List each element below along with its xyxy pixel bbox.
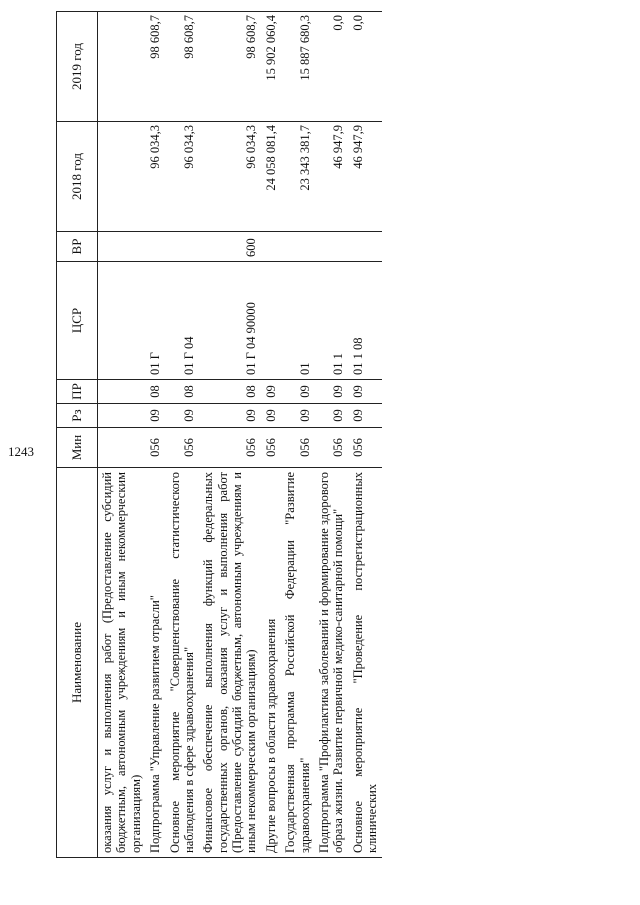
- row-pr: 08: [166, 380, 200, 404]
- col-header-vr: ВР: [57, 232, 98, 262]
- col-header-name: Наименование: [57, 468, 98, 858]
- row-min: 056: [199, 428, 262, 468]
- row-name: Государственная программа Российской Федерации "Развитие здравоохранения": [281, 468, 315, 858]
- row-vr: [315, 232, 349, 262]
- row-name: Финансовое обеспечение выполнения функций федеральных государственных органов, оказания услуг и выполнения работ (Предоставление субсидий бюджетным, автономным учреждениям и иным некоммерческим организациям): [199, 468, 262, 858]
- budget-table-rotated: [56, 12, 604, 858]
- row-pr: [98, 380, 147, 404]
- row-rz: 09: [262, 404, 281, 428]
- row-rz: 09: [349, 404, 383, 428]
- row-pr: 09: [281, 380, 315, 404]
- row-name: Подпрограмма "Профилактика заболеваний и формирование здорового образа жизни. Развитие первичной медико-санитарной помощи": [315, 468, 349, 858]
- row-pr: 09: [349, 380, 383, 404]
- row-2018: [98, 122, 147, 232]
- row-name: Основное мероприятие "Проведение пострегистрационных клинических: [349, 468, 383, 858]
- table-row: [166, 12, 200, 858]
- table-row: [262, 12, 281, 858]
- row-name: оказания услуг и выполнения работ (Предоставление субсидий бюджетным, автономным учреждениям и иным некоммерческим организациям): [98, 468, 147, 858]
- col-header-min: Мин: [57, 428, 98, 468]
- row-vr: [349, 232, 383, 262]
- col-header-csr: ЦСР: [57, 262, 98, 380]
- row-2018: 96 034,3: [146, 122, 165, 232]
- row-rz: [98, 404, 147, 428]
- row-min: [98, 428, 147, 468]
- row-2019: 98 608,7: [166, 12, 200, 122]
- row-min: 056: [146, 428, 165, 468]
- row-rz: 09: [315, 404, 349, 428]
- row-name: Другие вопросы в области здравоохранения: [262, 468, 281, 858]
- table-row: [315, 12, 349, 858]
- table-header: [57, 12, 98, 858]
- row-csr: 01 Г 04: [166, 262, 200, 380]
- row-vr: [262, 232, 281, 262]
- row-2018: 23 343 381,7: [281, 122, 315, 232]
- row-name: Основное мероприятие "Совершенствование статистического наблюдения в сфере здравоохранения": [166, 468, 200, 858]
- row-2018: 46 947,9: [349, 122, 383, 232]
- row-vr: [146, 232, 165, 262]
- row-csr: 01 1: [315, 262, 349, 380]
- row-pr: 09: [315, 380, 349, 404]
- table-row: [199, 12, 262, 858]
- row-2019: [98, 12, 147, 122]
- table-row: [98, 12, 147, 858]
- row-2018: 24 058 081,4: [262, 122, 281, 232]
- row-2018: 46 947,9: [315, 122, 349, 232]
- row-min: 056: [349, 428, 383, 468]
- row-csr: 01 1 08: [349, 262, 383, 380]
- col-header-pr: ПР: [57, 380, 98, 404]
- table-row: [349, 12, 383, 858]
- row-csr: [262, 262, 281, 380]
- row-min: 056: [281, 428, 315, 468]
- row-vr: 600: [199, 232, 262, 262]
- row-2019: 0,0: [315, 12, 349, 122]
- row-2019: 98 608,7: [199, 12, 262, 122]
- row-2019: 15 902 060,4: [262, 12, 281, 122]
- budget-table: [56, 11, 382, 858]
- row-rz: 09: [199, 404, 262, 428]
- row-rz: 09: [146, 404, 165, 428]
- row-2018: 96 034,3: [166, 122, 200, 232]
- table-row: [146, 12, 165, 858]
- row-pr: 08: [146, 380, 165, 404]
- row-name: Подпрограмма "Управление развитием отрасли": [146, 468, 165, 858]
- row-rz: 09: [281, 404, 315, 428]
- row-pr: 08: [199, 380, 262, 404]
- row-2019: 98 608,7: [146, 12, 165, 122]
- col-header-2018: 2018 год: [57, 122, 98, 232]
- row-min: 056: [315, 428, 349, 468]
- row-vr: [281, 232, 315, 262]
- row-csr: 01 Г: [146, 262, 165, 380]
- table-row: [281, 12, 315, 858]
- row-csr: [98, 262, 147, 380]
- row-min: 056: [262, 428, 281, 468]
- row-2019: 0,0: [349, 12, 383, 122]
- col-header-2019: 2019 год: [57, 12, 98, 122]
- row-2019: 15 887 680,3: [281, 12, 315, 122]
- page-number: 1243: [8, 444, 34, 459]
- row-csr: 01 Г 04 90000: [199, 262, 262, 380]
- row-pr: 09: [262, 380, 281, 404]
- row-csr: 01: [281, 262, 315, 380]
- row-2018: 96 034,3: [199, 122, 262, 232]
- col-header-rz: Рз: [57, 404, 98, 428]
- row-vr: [166, 232, 200, 262]
- row-min: 056: [166, 428, 200, 468]
- row-vr: [98, 232, 147, 262]
- row-rz: 09: [166, 404, 200, 428]
